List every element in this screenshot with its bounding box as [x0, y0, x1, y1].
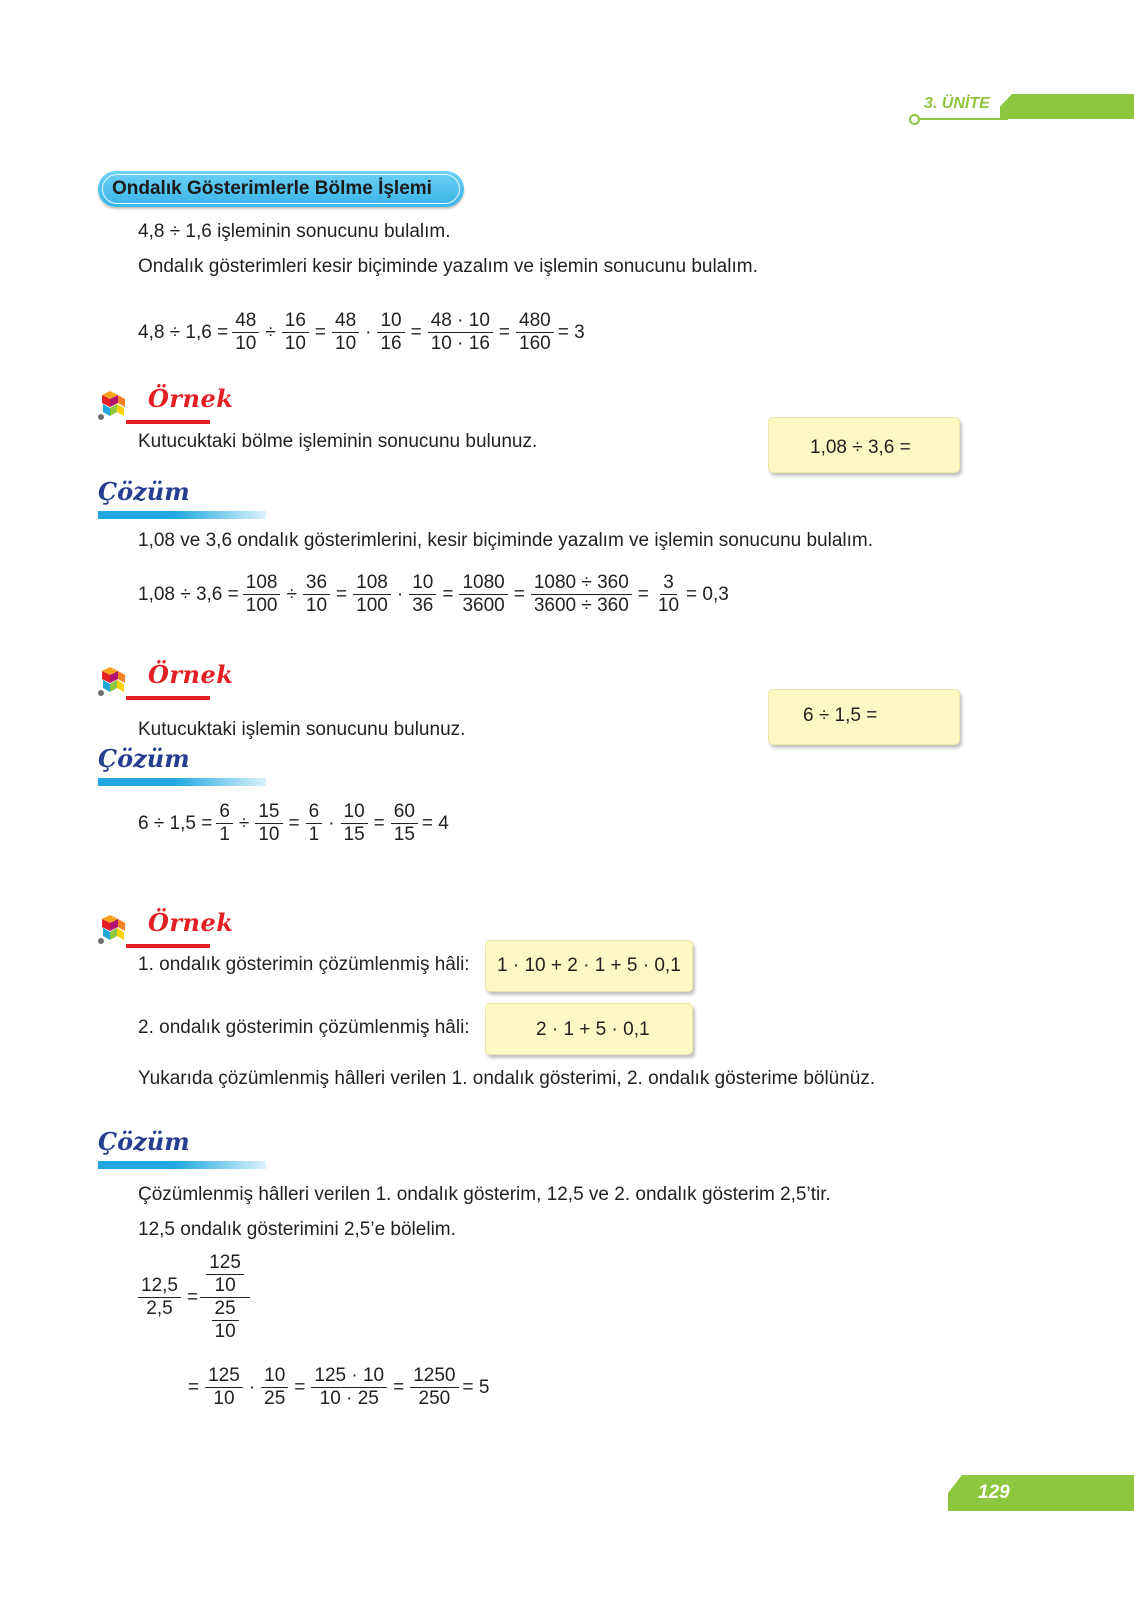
cubes-icon [98, 390, 128, 422]
complex-fraction [138, 1252, 250, 1343]
example-1-box [768, 417, 960, 473]
unit-line [916, 118, 1008, 120]
fraction: $\frac{480}{160}$ [516, 310, 554, 355]
solution-3-line-1: Çözümlenmiş hâlleri verilen 1. ondalık gösterim, 12,5 ve 2. ondalık gösterim 2,5’tir. [138, 1184, 831, 1205]
fraction: $\frac{36}{10}$ [303, 572, 330, 617]
fraction: $\frac{1080 \div 360}{3600 \div 360}$ [531, 572, 632, 617]
operator: = [442, 583, 454, 605]
fraction: $\frac{10}{16}$ [377, 310, 404, 355]
fraction: $\frac{48}{10}$ [332, 310, 359, 355]
operator: = [637, 583, 649, 605]
fraction: $\frac{48}{10}$ [232, 310, 259, 355]
fraction: $\frac{125 \cdot 10}{10 \cdot 25}$ [311, 1365, 387, 1410]
example-2-heading: Örnek [98, 662, 228, 702]
section-title-pill [98, 171, 464, 207]
box-text: 1 · 10 + 2 · 1 + 5 · 0,1 [497, 955, 681, 976]
solution-3-equation [186, 1365, 489, 1410]
fraction: $\frac{48 \cdot 10}{10 \cdot 16}$ [428, 310, 493, 355]
solution-3-heading: Çözüm [98, 1127, 268, 1167]
operator: · [365, 321, 372, 343]
operator: ÷ [265, 321, 276, 343]
example-3-question: Yukarıda çözümlenmiş hâlleri verilen 1. ondalık gösterimi, 2. ondalık gösterime bölünüz. [138, 1068, 876, 1089]
intro-line-2: Ondalık gösterimleri kesir biçiminde yazalım ve işlemin sonucunu bulalım. [138, 256, 758, 277]
page-number-tab [948, 1475, 1134, 1511]
eq-result: = 5 [462, 1376, 490, 1398]
solution-3-line-2: 12,5 ondalık gösterimini 2,5’e bölelim. [138, 1219, 456, 1240]
intro-equation [138, 310, 585, 355]
operator: ÷ [286, 583, 297, 605]
unit-label: 3. ÜNİTE [924, 95, 990, 112]
fraction: $\frac{16}{10}$ [282, 310, 309, 355]
solution-1-text: 1,08 ve 3,6 ondalık gösterimlerini, kesir biçiminde yazalım ve işlemin sonucunu bulalım. [138, 530, 874, 551]
eq-result: = 4 [421, 812, 449, 834]
solution-2-equation [138, 801, 449, 846]
fraction: $\frac{1080}{3600}$ [459, 572, 507, 617]
cubes-icon [98, 914, 128, 946]
eq-result: = 0,3 [686, 583, 729, 605]
operator: = [314, 321, 327, 343]
solution-1-heading: Çözüm [98, 477, 268, 517]
page-number: 129 [978, 1482, 1010, 1503]
eq-lhs: 6 ÷ 1,5 = [138, 812, 213, 834]
box-text: 2 · 1 + 5 · 0,1 [536, 1019, 650, 1040]
unit-dot [909, 114, 920, 125]
example-3-line-2: 2. ondalık gösterimin çözümlenmiş hâli: [138, 1017, 470, 1038]
operator: = [393, 1376, 405, 1398]
eq-lhs: 4,8 ÷ 1,6 = [138, 321, 229, 343]
fraction: $\frac{10}{36}$ [409, 572, 436, 617]
fraction: $\frac{12,5}{2,5}$ [138, 1275, 181, 1320]
operator: = [288, 812, 300, 834]
fraction: $\frac{108}{100}$ [353, 572, 391, 617]
operator: = [373, 812, 385, 834]
fraction: $\frac{6}{1}$ [306, 801, 323, 846]
fraction: $\frac{1250}{250}$ [410, 1365, 458, 1410]
eq-lhs: 1,08 ÷ 3,6 = [138, 583, 239, 605]
operator: · [328, 812, 335, 834]
nested-fraction [200, 1252, 250, 1343]
operator: · [248, 1376, 256, 1398]
operator: = [498, 321, 510, 343]
fraction: $\frac{25}{10}$ [212, 1298, 239, 1343]
cubes-icon [98, 666, 128, 698]
example-3-box-2 [485, 1003, 693, 1055]
fraction: $\frac{125}{10}$ [205, 1365, 243, 1410]
fraction: $\frac{125}{10}$ [206, 1252, 244, 1297]
fraction: $\frac{6}{1}$ [216, 801, 233, 846]
example-1-question: Kutucuktaki bölme işleminin sonucunu bulunuz. [138, 431, 538, 452]
box-text: 1,08 ÷ 3,6 = [810, 437, 911, 458]
fraction: $\frac{10}{15}$ [341, 801, 368, 846]
fraction: $\frac{108}{100}$ [243, 572, 281, 617]
example-2-box [768, 689, 960, 745]
example-3-heading: Örnek [98, 910, 228, 950]
operator: · [396, 583, 404, 605]
operator: = [186, 1286, 199, 1308]
example-3-box-1 [485, 940, 693, 992]
operator: = [294, 1376, 306, 1398]
fraction: $\frac{3}{10}$ [657, 572, 680, 616]
section-title: Ondalık Gösterimlerle Bölme İşlemi [112, 178, 432, 199]
operator: = [513, 583, 525, 605]
solution-1-equation [138, 572, 729, 617]
example-3-line-1: 1. ondalık gösterimin çözümlenmiş hâli: [138, 954, 470, 975]
fraction: $\frac{15}{10}$ [255, 801, 282, 846]
operator: = [188, 1376, 200, 1398]
example-2-question: Kutucuktaki işlemin sonucunu bulunuz. [138, 719, 466, 740]
operator: = [336, 583, 348, 605]
operator: = [410, 321, 422, 343]
box-text: 6 ÷ 1,5 = [803, 705, 878, 726]
example-1-heading: Örnek [98, 386, 228, 426]
solution-2-heading: Çözüm [98, 744, 268, 784]
fraction: $\frac{60}{15}$ [391, 801, 418, 846]
fraction: $\frac{10}{25}$ [261, 1365, 288, 1410]
operator: ÷ [238, 812, 250, 834]
eq-result: = 3 [557, 321, 585, 343]
unit-tab [1000, 94, 1134, 119]
intro-line-1: 4,8 ÷ 1,6 işleminin sonucunu bulalım. [138, 221, 451, 242]
